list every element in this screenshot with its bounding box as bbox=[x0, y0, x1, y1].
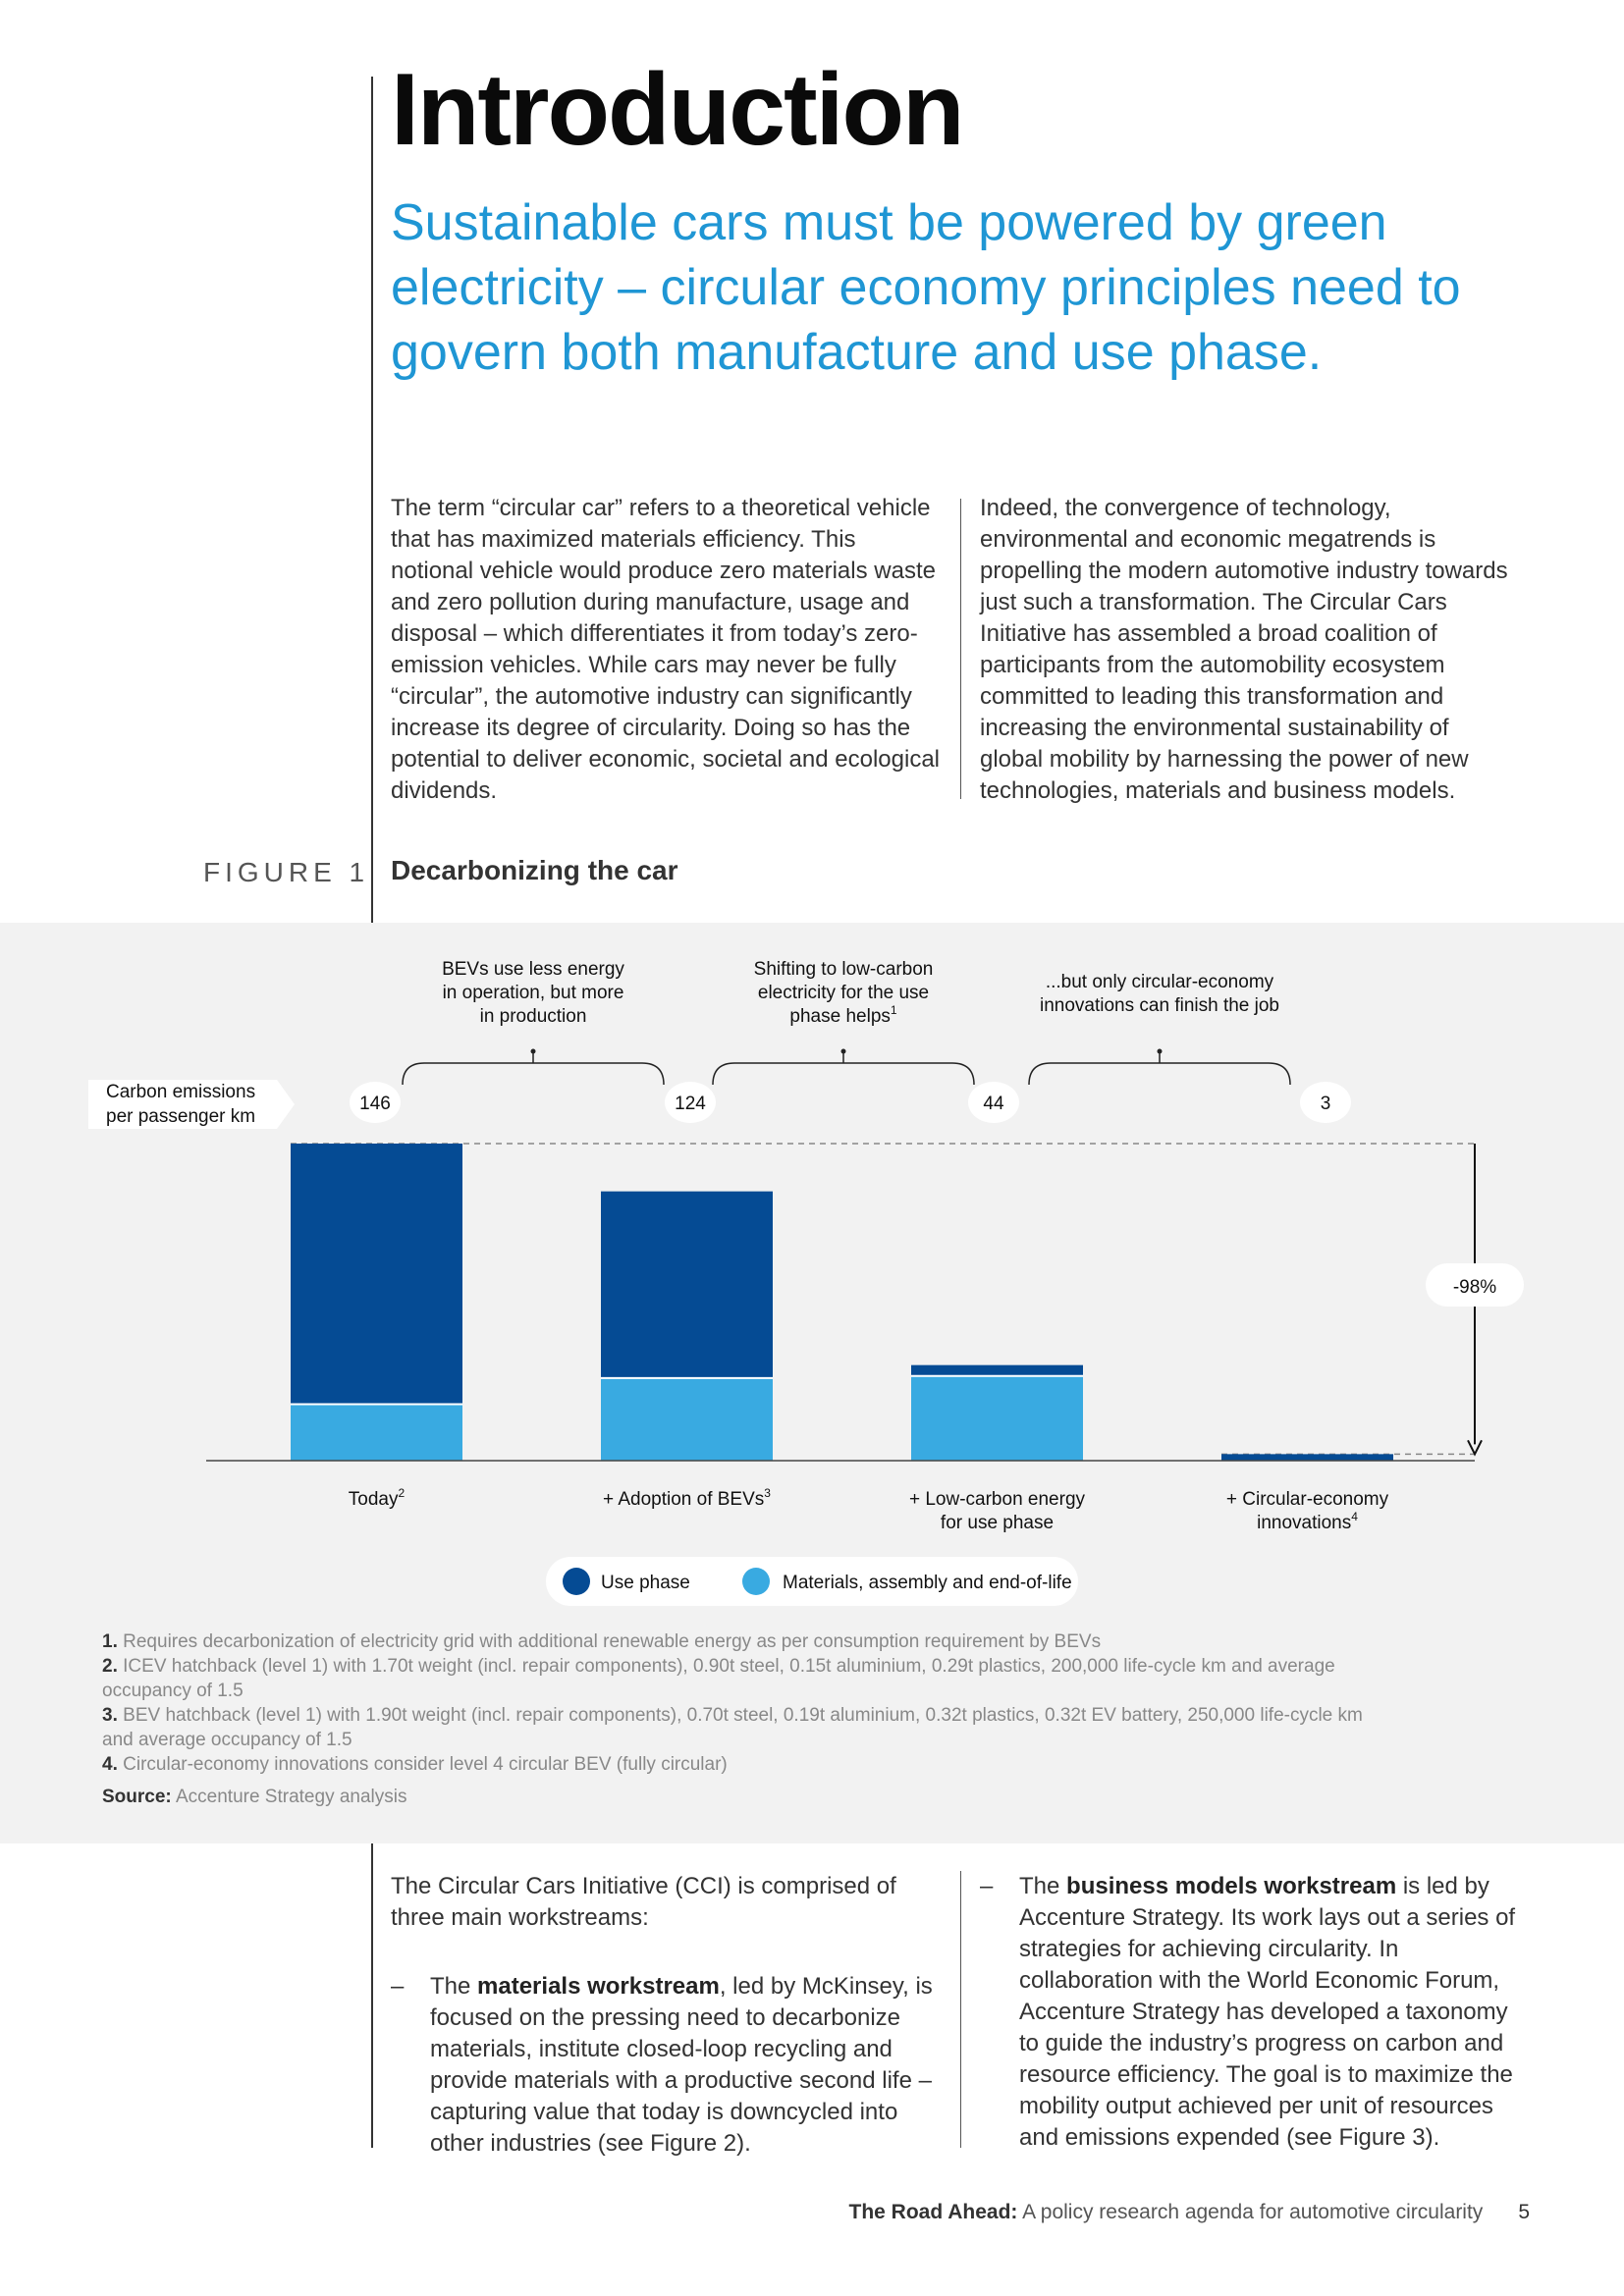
title-rule bbox=[371, 77, 373, 923]
bar-materials bbox=[911, 1376, 1083, 1461]
total-value-label: 3 bbox=[1320, 1094, 1331, 1114]
legend-swatch-use-phase bbox=[563, 1568, 590, 1595]
annotation-text: Shifting to low-carbon electricity for the use phase helps$^1$ bbox=[753, 959, 934, 1027]
total-value-label: 124 bbox=[675, 1094, 706, 1114]
bottom-rule bbox=[371, 1843, 373, 2148]
bar-use-phase bbox=[601, 1192, 773, 1378]
bar-use-phase bbox=[291, 1144, 462, 1404]
page-number: 5 bbox=[1518, 2201, 1530, 2223]
footnote: 2. ICEV hatchback (level 1) with 1.70t weight (incl. repair components), 0.90t steel, 0.15t aluminium, 0.29t plastics, 200,000 life-cycle km and average occupancy of 1.5 bbox=[102, 1656, 1335, 1701]
annotation-brace-dot bbox=[841, 1049, 846, 1054]
bar-materials bbox=[601, 1378, 773, 1461]
business-workstream-name: business models workstream bbox=[1066, 1873, 1397, 1899]
category-label: Today$^2$ bbox=[348, 1486, 406, 1510]
reduction-label: -98% bbox=[1452, 1277, 1497, 1298]
footnote: 1. Requires decarbonization of electricity grid with additional renewable energy as per consumption requirement by BEVs bbox=[102, 1631, 1102, 1652]
page-footer bbox=[849, 2201, 1531, 2224]
source-line bbox=[102, 1787, 407, 1808]
page-title: Introduction bbox=[391, 53, 963, 167]
annotation-text: BEVs use less energy in operation, but more in production bbox=[442, 959, 624, 1027]
legend-label-materials: Materials, assembly and end-of-life bbox=[783, 1573, 1072, 1593]
page-subtitle: Sustainable cars must be powered by green electricity – circular economy principles need to govern both manufacture and use phase. bbox=[391, 194, 1461, 381]
annotation-brace bbox=[1029, 1063, 1290, 1085]
annotation-brace bbox=[403, 1063, 664, 1085]
figure-label: FIGURE 1 bbox=[203, 857, 370, 887]
annotation-brace-dot bbox=[531, 1049, 536, 1054]
footnote: 3. BEV hatchback (level 1) with 1.90t weight (incl. repair components), 0.70t steel, 0.19t aluminium, 0.32t plastics, 0.32t EV battery, 250,000 life-cycle km and average occupancy of 1.5 bbox=[102, 1705, 1363, 1750]
bullet-dash: – bbox=[980, 1873, 994, 1899]
bullet-dash: – bbox=[391, 1973, 405, 2000]
intro-left-paragraph: The term “circular car” refers to a theoretical vehicle that has maximized materials efficiency. This notional vehicle would produce zero materials waste and zero pollution during manufacture, usage and disposal – which differentiates it from today’s zero-emission vehicles. While cars may never be fully “circular”, the automotive industry can significantly increase its degree of circularity. Doing so has the potential to deliver economic, societal and ecological dividends. bbox=[391, 495, 940, 804]
source-text: Accenture Strategy analysis bbox=[175, 1787, 407, 1807]
bar-materials bbox=[291, 1404, 462, 1461]
footnotes bbox=[102, 1629, 1379, 1777]
source-label: Source: bbox=[102, 1787, 172, 1807]
category-label: + Circular-economy innovations$^4$ bbox=[1225, 1489, 1389, 1533]
bar-use-phase bbox=[911, 1365, 1083, 1376]
annotation-brace bbox=[713, 1063, 974, 1085]
materials-workstream-name: materials workstream bbox=[477, 1973, 720, 2000]
intro-right-paragraph: Indeed, the convergence of technology, environmental and economic megatrends is propelling the modern automotive industry towards just such a transformation. The Circular Cars Initiative has assembled a broad coalition of participants from the automobility ecosystem committed to leading this transformation and increasing the environmental sustainability of global mobility by harnessing the power of new technologies, materials and business models. bbox=[980, 495, 1508, 804]
y-axis-label: Carbon emissions per passenger km bbox=[106, 1082, 256, 1127]
annotation-brace-dot bbox=[1158, 1049, 1163, 1054]
publication-subtitle: A policy research agenda for automotive circularity bbox=[1017, 2201, 1484, 2223]
category-label: + Low-carbon energy for use phase bbox=[908, 1489, 1086, 1533]
bar-use-phase bbox=[1221, 1454, 1393, 1461]
workstreams-intro: The Circular Cars Initiative (CCI) is comprised of three main workstreams: bbox=[391, 1873, 896, 1931]
bottom-column-divider bbox=[960, 1871, 961, 2148]
legend-swatch-materials bbox=[742, 1568, 770, 1595]
total-value-label: 44 bbox=[983, 1094, 1004, 1114]
bottom-right-column bbox=[980, 1871, 1530, 2154]
footnote: 4. Circular-economy innovations consider level 4 circular BEV (fully circular) bbox=[102, 1754, 728, 1775]
publication-title: The Road Ahead: bbox=[848, 2201, 1018, 2223]
annotation-text: ...but only circular-economy innovations can finish the job bbox=[1040, 972, 1279, 1016]
bottom-left-column bbox=[391, 1871, 941, 2160]
total-value-label: 146 bbox=[359, 1094, 391, 1114]
category-label: + Adoption of BEVs$^3$ bbox=[603, 1486, 771, 1510]
intro-column-divider bbox=[960, 499, 961, 799]
materials-workstream-item: – The materials workstream, led by McKinsey, is focused on the pressing need to decarbonize materials, institute closed-loop recycling and provide materials with a productive second life – capturing value that today is downcycled into other industries (see Figure 2). bbox=[391, 1973, 933, 2157]
business-workstream-item: – The business models workstream is led by Accenture Strategy. Its work lays out a series of strategies for achieving circularity. In collaboration with the World Economic Forum, Accenture Strategy has developed a taxonomy to guide the industry’s progress on carbon and resource efficiency. The goal is to maximize the mobility output achieved per unit of resources and emissions expended (see Figure 3). bbox=[980, 1873, 1516, 2151]
figure-title: Decarbonizing the car bbox=[391, 855, 678, 885]
legend-label-use-phase: Use phase bbox=[601, 1573, 690, 1593]
